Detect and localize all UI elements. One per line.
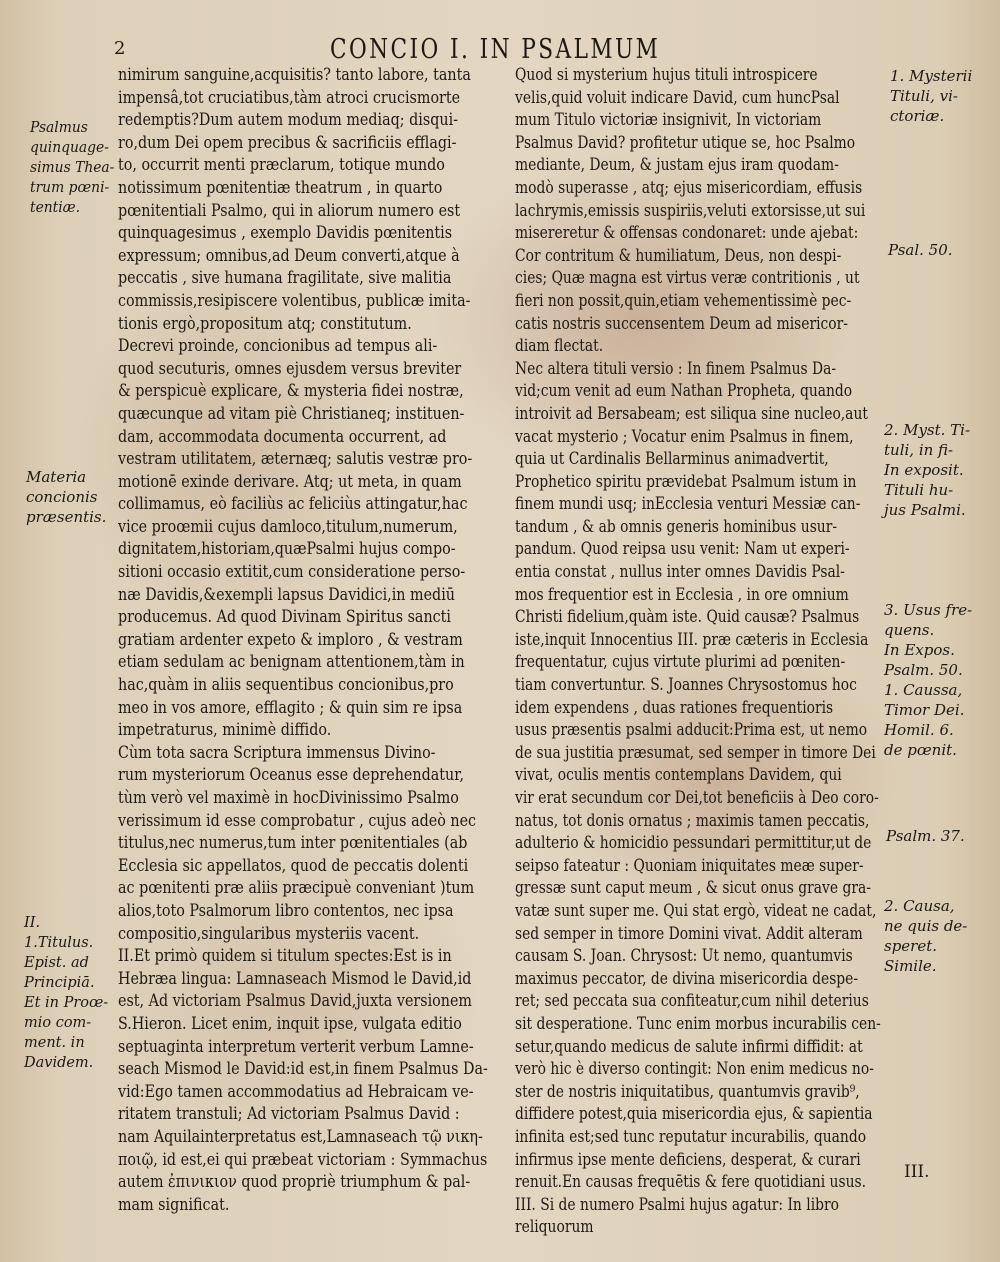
text-line: seipso fateatur : Quoniam iniquitates meæ super- <box>515 855 864 876</box>
text-line: ctoriæ. <box>890 107 945 125</box>
text-line: Nec altera tituli versio : In finem Psalmus Da- <box>515 358 837 379</box>
text-line: notissimum pœnitentiæ theatrum , in quarto <box>118 177 443 198</box>
text-line: 2. Causa, <box>884 897 955 915</box>
text-line: mio com- <box>24 1013 92 1031</box>
text-line: introivit ad Bersabeam; est siliqua sine nucleo,aut <box>515 403 868 424</box>
text-line: quinquagesimus , exemplo Davidis pœnitentis <box>118 223 453 244</box>
text-line: tentiæ. <box>30 198 81 216</box>
text-line: adulterio & homicidio pessundari permittitur,ut de <box>515 833 872 854</box>
text-line: ne quis de- <box>884 917 968 935</box>
text-line: fieri non possit,quin,etiam vehementissimè pec- <box>515 290 852 311</box>
text-line: mam significat. <box>118 1194 230 1215</box>
text-line: alios,toto Psalmorum libro contentos, nec ipsa <box>118 900 454 921</box>
text-line: motionē exinde derivare. Atq; ut meta, in quam <box>118 471 462 492</box>
text-line: ment. in <box>24 1033 85 1051</box>
text-line: quens. <box>884 621 935 639</box>
margin-note-right <box>904 1162 930 1182</box>
text-line: speret. <box>884 937 938 955</box>
text-line: Materia <box>26 468 87 486</box>
margin-note-right <box>888 240 953 260</box>
text-line: 3. Usus fre- <box>884 601 973 619</box>
text-line: pœnitentiali Psalmo, qui in aliorum numero est <box>118 200 461 221</box>
text-line: tandum , & ab omnis generis hominibus usur- <box>515 516 838 537</box>
text-line: trum pœni- <box>30 178 110 196</box>
text-line: quæcunque ad vitam piè Christianeq; instituen- <box>118 403 465 424</box>
text-line: verissimum id esse comprobatur , cujus adeò nec <box>118 810 477 831</box>
text-line: nimirum sanguine,acquisitis? tanto labore, tanta <box>118 65 471 85</box>
text-line: infinita est;sed tunc reputatur incurabilis, quando <box>515 1126 867 1147</box>
text-line: simus Thea- <box>30 158 115 176</box>
margin-note-right <box>884 600 972 760</box>
text-line: impetraturus, minimè diffido. <box>118 720 332 741</box>
text-line: 1.Titulus. <box>24 933 94 951</box>
text-line: seach Mismod le David:id est,in finem Psalmus Da- <box>118 1059 488 1080</box>
text-line: setur,quando medicus de salute infirmi diffidit: at <box>515 1036 863 1057</box>
text-line: catis nostris succensentem Deum ad misericor- <box>515 313 848 334</box>
text-line: Et in Proœ- <box>24 993 109 1011</box>
text-line: causam S. Joan. Chrysost: Ut nemo, quantumvis <box>515 946 853 967</box>
text-line: reliquorum <box>515 1217 594 1238</box>
text-line: Cor contritum & humiliatum, Deus, non despi- <box>515 245 842 266</box>
text-line: vacat mysterio ; Vocatur enim Psalmus in finem, <box>515 426 854 447</box>
text-line: Quod si mysterium hujus tituli introspicere <box>515 65 818 85</box>
text-line: tùm verò vel maximè in hocDivinissimo Psalmo <box>118 788 459 808</box>
text-line: Psalmus David? profitetur utique se, hoc Psalmo <box>515 132 856 153</box>
text-line: Principiā. <box>24 973 95 991</box>
text-line: renuit.En causas frequētis & fere quotidiani usus. <box>515 1172 867 1193</box>
text-line: 1. Caussa, <box>884 681 963 699</box>
text-line: næ Davidis,&exempli lapsus Davidici,in mediū <box>118 584 455 605</box>
text-line: 2. Myst. Ti- <box>884 421 971 439</box>
text-line: misereretur & offensas condonaret: unde ajebat: <box>515 223 859 244</box>
text-line: tuli, in fi- <box>884 441 954 459</box>
text-line: vir erat secundum cor Dei,tot beneficiis à Deo coro- <box>515 788 879 808</box>
text-line: Psalm. 37. <box>886 827 965 845</box>
margin-note-right <box>886 826 965 846</box>
text-line: III. Si de numero Psalmi hujus agatur: In libro <box>515 1194 839 1215</box>
text-line: mos frequentior est in Ecclesia , in ore omnium <box>515 584 849 605</box>
text-line: est, Ad victoriam Psalmus David,juxta versionem <box>118 991 472 1012</box>
text-line: Cùm tota sacra Scriptura immensus Divino- <box>118 742 436 763</box>
text-line: ritatem transtuli; Ad victoriam Psalmus David : <box>118 1104 460 1125</box>
text-line: Davidem. <box>24 1053 94 1071</box>
text-line: quinquage- <box>30 138 109 156</box>
text-line: diam flectat. <box>515 336 604 357</box>
text-line: jus Psalmi. <box>884 501 966 519</box>
text-line: commissis,resipiscere volentibus, publicæ imita- <box>118 290 471 311</box>
margin-note-left <box>24 912 111 1072</box>
text-line: Homil. 6. <box>884 721 954 739</box>
text-line: vatæ sunt super me. Qui stat ergò, videat ne cadat, <box>515 900 877 921</box>
text-line: Timor Dei. <box>884 701 965 719</box>
text-line: quod secuturis, omnes ejusdem versus breviter <box>118 358 462 379</box>
text-line: collimamus, eò faciliùs ac feliciùs attingatur,hac <box>118 494 468 515</box>
margin-note-right <box>890 66 972 126</box>
text-line: gressæ sunt caput meum , & sicut onus grave gra- <box>515 878 871 899</box>
text-line: de sua justitia præsumat, sed semper in timore Dei <box>515 742 876 763</box>
text-line: hac,quàm in aliis sequentibus concionibus,pro <box>118 675 454 696</box>
text-line: II.Et primò quidem si titulum spectes:Est is in <box>118 946 452 967</box>
running-head: CONCIO I. IN PSALMUM <box>330 34 661 65</box>
text-line: velis,quid voluit indicare David, cum huncPsal <box>515 87 840 108</box>
text-line: rum mysteriorum Oceanus esse deprehendatur, <box>118 765 465 786</box>
text-line: S.Hieron. Licet enim, inquit ipse, vulgata editio <box>118 1013 462 1034</box>
text-line: Tituli, vi- <box>890 87 958 105</box>
text-line: Tituli hu- <box>884 481 954 499</box>
margin-note-right <box>884 420 970 520</box>
text-line: vid:Ego tamen accommodatius ad Hebraicam ve- <box>118 1081 474 1102</box>
text-line: pandum. Quod reipsa usu venit: Nam ut experi- <box>515 539 850 560</box>
text-line: vestram utilitatem, æternæq; salutis vestræ pro- <box>118 449 473 470</box>
text-line: nam Aquilainterpretatus est,Lamnaseach τῷ νικη- <box>118 1126 483 1147</box>
text-line: Christi fidelium,quàm iste. Quid causæ? Psalmus <box>515 607 860 628</box>
text-line: sitioni occasio extitit,cum consideratione perso- <box>118 562 466 583</box>
text-line: vice proœmii cujus damloco,titulum,numerum, <box>118 516 458 537</box>
text-line: III. <box>904 1162 930 1182</box>
text-line: Psal. 50. <box>888 241 953 259</box>
text-line: finem mundi usq; inEcclesia venturi Messiæ can- <box>515 494 861 515</box>
text-line: redemptis?Dum autem modum mediaq; disqui- <box>118 110 458 131</box>
margin-note-right <box>884 896 967 976</box>
text-line: quia ut Cardinalis Bellarminus animadvertit, <box>515 449 829 470</box>
text-line: sit desperatione. Tunc enim morbus incurabilis cen- <box>515 1013 881 1034</box>
text-line: Decrevi proinde, concionibus ad tempus ali- <box>118 336 438 357</box>
text-line: II. <box>24 913 41 931</box>
text-line: ro,dum Dei opem precibus & sacrificiis efflagi- <box>118 132 457 153</box>
text-line: peccatis , sive humana fragilitate, sive malitia <box>118 268 452 289</box>
page-number: 2 <box>114 38 126 59</box>
text-line: gratiam ardenter expeto & imploro , & vestram <box>118 629 463 650</box>
text-line: ret; sed peccata sua confiteatur,cum nihil deterius <box>515 991 869 1012</box>
text-line: tionis ergò,propositum atq; constitutum. <box>118 313 412 334</box>
text-line: lachrymis,emissis suspiriis,veluti extorsisse,ut sui <box>515 200 866 221</box>
text-line: sed semper in timore Domini vivat. Addit alteram <box>515 923 863 944</box>
text-line: de pœnit. <box>884 741 957 759</box>
text-line: compositio,singularibus mysteriis vacent. <box>118 923 420 944</box>
text-line: ster de nostris iniquitatibus, quantumvis gravib⁹, <box>515 1081 860 1102</box>
text-line: septuaginta interpretum verterit verbum Lamne- <box>118 1036 474 1057</box>
text-line: tiam convertuntur. S. Joannes Chrysostomus hoc <box>515 675 857 696</box>
text-line: Hebræa lingua: Lamnaseach Mismod le David,id <box>118 968 472 989</box>
text-line: In exposit. <box>884 461 964 479</box>
text-line: vivat, oculis mentis contemplans Davidem, qui <box>515 765 842 786</box>
margin-note-left <box>26 467 106 527</box>
text-line: Epist. ad <box>24 953 89 971</box>
text-line: autem ἐπινικιον quod propriè triumphum & pal- <box>118 1172 471 1193</box>
text-line: expressum; omnibus,ad Deum converti,atque à <box>118 245 460 266</box>
text-line: entia constat , nullus inter omnes Davidis Psal- <box>515 562 845 583</box>
text-line: idem expendens , duas rationes frequentioris <box>515 697 834 718</box>
text-line: etiam sedulam ac benignam attentionem,tàm in <box>118 652 465 673</box>
text-line: maximus peccator, de divina misericordia despe- <box>515 968 859 989</box>
text-line: Prophetico spiritu prævidebat Psalmum istum in <box>515 471 857 492</box>
text-line: Simile. <box>884 957 937 975</box>
text-line: producemus. Ad quod Divinam Spiritus sancti <box>118 607 451 628</box>
margin-note-left <box>30 117 121 217</box>
text-line: vid;cum venit ad eum Nathan Propheta, quando <box>515 381 853 402</box>
text-line: to, occurrit menti præclarum, totique mundo <box>118 155 445 176</box>
text-line: & perspicuè explicare, & mysteria fidei nostræ, <box>118 381 464 402</box>
text-line: natus, tot donis ornatus ; maximis tamen peccatis, <box>515 810 870 831</box>
text-line: diffidere potest,quia misericordia ejus, & sapientia <box>515 1104 873 1125</box>
text-line: frequentatur, cujus virtute plurimi ad pœniten- <box>515 652 846 673</box>
text-line: mediante, Deum, & justam ejus iram quodam- <box>515 155 839 176</box>
text-line: iste,inquit Innocentius III. præ cæteris in Ecclesia <box>515 629 869 650</box>
text-line: impensâ,tot cruciatibus,tàm atroci crucismorte <box>118 87 461 108</box>
text-line: meo in vos amore, efflagito ; & quin sim re ipsa <box>118 697 463 718</box>
text-line: infirmus ipse mente deficiens, desperat, & curari <box>515 1149 861 1170</box>
text-line: præsentis. <box>26 508 107 526</box>
text-line: ποιῷ, id est,ei qui præbeat victoriam : Symmachus <box>118 1149 488 1170</box>
text-line: titulus,nec numerus,tum inter pœnitentiales (ab <box>118 833 468 854</box>
text-line: verò hic è diverso contingit: Non enim medicus no- <box>515 1059 874 1080</box>
text-line: mum Titulo victoriæ insignivit, In victoriam <box>515 110 822 131</box>
text-line: concionis <box>26 488 98 506</box>
text-line: Psalm. 50. <box>884 661 963 679</box>
text-line: modò superasse , atq; ejus misericordiam, effusis <box>515 177 863 198</box>
text-line: In Expos. <box>884 641 955 659</box>
left-text-column <box>118 64 558 1216</box>
text-line: cies; Quæ magna est virtus veræ contritionis , ut <box>515 268 860 289</box>
text-line: dignitatem,historiam,quæPsalmi hujus compo- <box>118 539 456 560</box>
text-line: dam, accommodata documenta occurrent, ad <box>118 426 447 447</box>
text-line: usus præsentis psalmi adducit:Prima est, ut nemo <box>515 720 868 741</box>
text-line: Psalmus <box>30 118 88 136</box>
text-line: ac pœnitenti præ aliis præcipuè conveniant )tum <box>118 878 475 899</box>
text-line: 1. Mysterii <box>890 67 973 85</box>
text-line: Ecclesia sic appellatos, quod de peccatis dolenti <box>118 855 469 876</box>
